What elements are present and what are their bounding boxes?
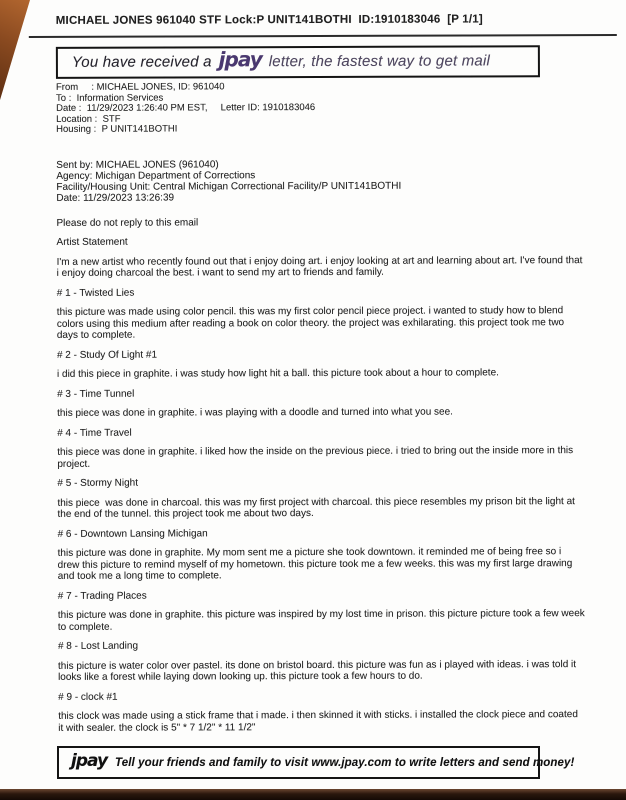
sender-facility: Facility/Housing Unit: Central Michigan Correctional Facility/P UNIT141BOTHI <box>56 180 402 193</box>
section-text: this piece was done in charcoal. this was my first project with charcoal. this piece resembles my prison bit the light at the end of the tunnel. this project took me about two days. <box>57 495 578 520</box>
section-text: this picture is water color over pastel. its done on bristol board. this picture was fun as i played with ideas. i was told it looks like a forest while laying down looking up. this picture took a few hours to do. <box>57 658 579 683</box>
section-text: this piece was done in graphite. i was playing with a doodle and turned into what you see. <box>57 406 453 419</box>
artist-statement-text: I'm a new artist who recently found out that i enjoy doing art. i enjoy looking at art and learning about art. I've found that i enjoy doing charcoal the best. i want to send my art to friends and family. <box>56 254 586 279</box>
table-surface-bottom-edge <box>0 789 626 800</box>
meta-location: Location : STF <box>56 113 121 125</box>
meta-housing: Housing : P UNIT141BOTHI <box>56 123 178 135</box>
print-header-line: MICHAEL JONES 961040 STF Lock:P UNIT141BOTHI ID:1910183046 [P 1/1] <box>55 13 483 27</box>
section-heading: # 8 - Lost Landing <box>57 640 139 652</box>
section-text: this picture was made using color pencil. this was my first color pencil piece project. i wanted to study how to blend colors using this medium after reading a book on color theory. the project was exhilarating. this project took me two days to complete. <box>56 305 567 341</box>
section-text: this picture was done in graphite. this picture was inspired by my lost time in prison. this picture picture took a few week to complete. <box>57 608 588 633</box>
section-heading: # 2 - Study Of Light #1 <box>56 349 158 361</box>
banner-prefix-text: You have received a <box>71 53 212 71</box>
sender-sent-by: Sent by: MICHAEL JONES (961040) <box>56 158 219 171</box>
no-reply-note: Please do not reply to this email <box>56 216 199 229</box>
letter-meta-block <box>56 81 583 135</box>
meta-to: To : Information Services <box>56 92 164 104</box>
banner-suffix-text: letter, the fastest way to get mail <box>268 52 491 71</box>
sender-date: Date: 11/29/2023 13:26:39 <box>56 192 175 204</box>
jpay-received-banner <box>56 45 540 79</box>
jpay-footer-banner <box>57 746 575 779</box>
artist-statement-title: Artist Statement <box>56 236 128 248</box>
footer-banner-text: Tell your friends and family to visit www.jpay.com to write letters and send money! <box>115 757 575 769</box>
jpay-logo: jpay <box>71 751 108 771</box>
meta-date-letter-id: Date : 11/29/2023 1:26:40 PM EST, Letter ID: 1910183046 <box>56 102 316 114</box>
section-heading: # 6 - Downtown Lansing Michigan <box>57 527 208 540</box>
sender-agency: Agency: Michigan Department of Corrections <box>56 169 256 182</box>
header-divider <box>29 34 617 38</box>
section-heading: # 3 - Time Tunnel <box>57 388 135 400</box>
section-text: i did this piece in graphite. i was study how light hit a ball. this picture took about a hour to complete. <box>56 367 499 380</box>
table-surface-corner <box>0 0 30 100</box>
section-heading: # 9 - clock #1 <box>58 691 118 703</box>
jpay-logo: jpay <box>218 47 262 72</box>
letter-body <box>56 216 588 734</box>
section-text: this picture was done in graphite. My mom sent me a picture she took downtown. it reminded me of being free so i drew this picture to remind myself of my hometown. this picture took me a few weeks. this was my first large drawing and took me a long time to complete. <box>57 546 576 582</box>
section-heading: # 7 - Trading Places <box>57 590 147 602</box>
section-heading: # 5 - Stormy Night <box>57 477 138 489</box>
section-text: this piece was done in graphite. i liked how the inside on the previous piece. i tried to bring out the inside more in this project. <box>57 445 576 470</box>
section-heading: # 1 - Twisted Lies <box>56 287 135 299</box>
sender-meta-block <box>56 158 583 204</box>
section-text: this clock was made using a stick frame that i made. i then skinned it with sticks. i installed the clock piece and coated it with sealer. the clock is 5" * 7 1/2" * 11 1/2" <box>58 709 581 734</box>
letter-content <box>56 13 586 734</box>
section-heading: # 4 - Time Travel <box>57 427 132 439</box>
meta-from: From : MICHAEL JONES, ID: 961040 <box>55 81 225 93</box>
